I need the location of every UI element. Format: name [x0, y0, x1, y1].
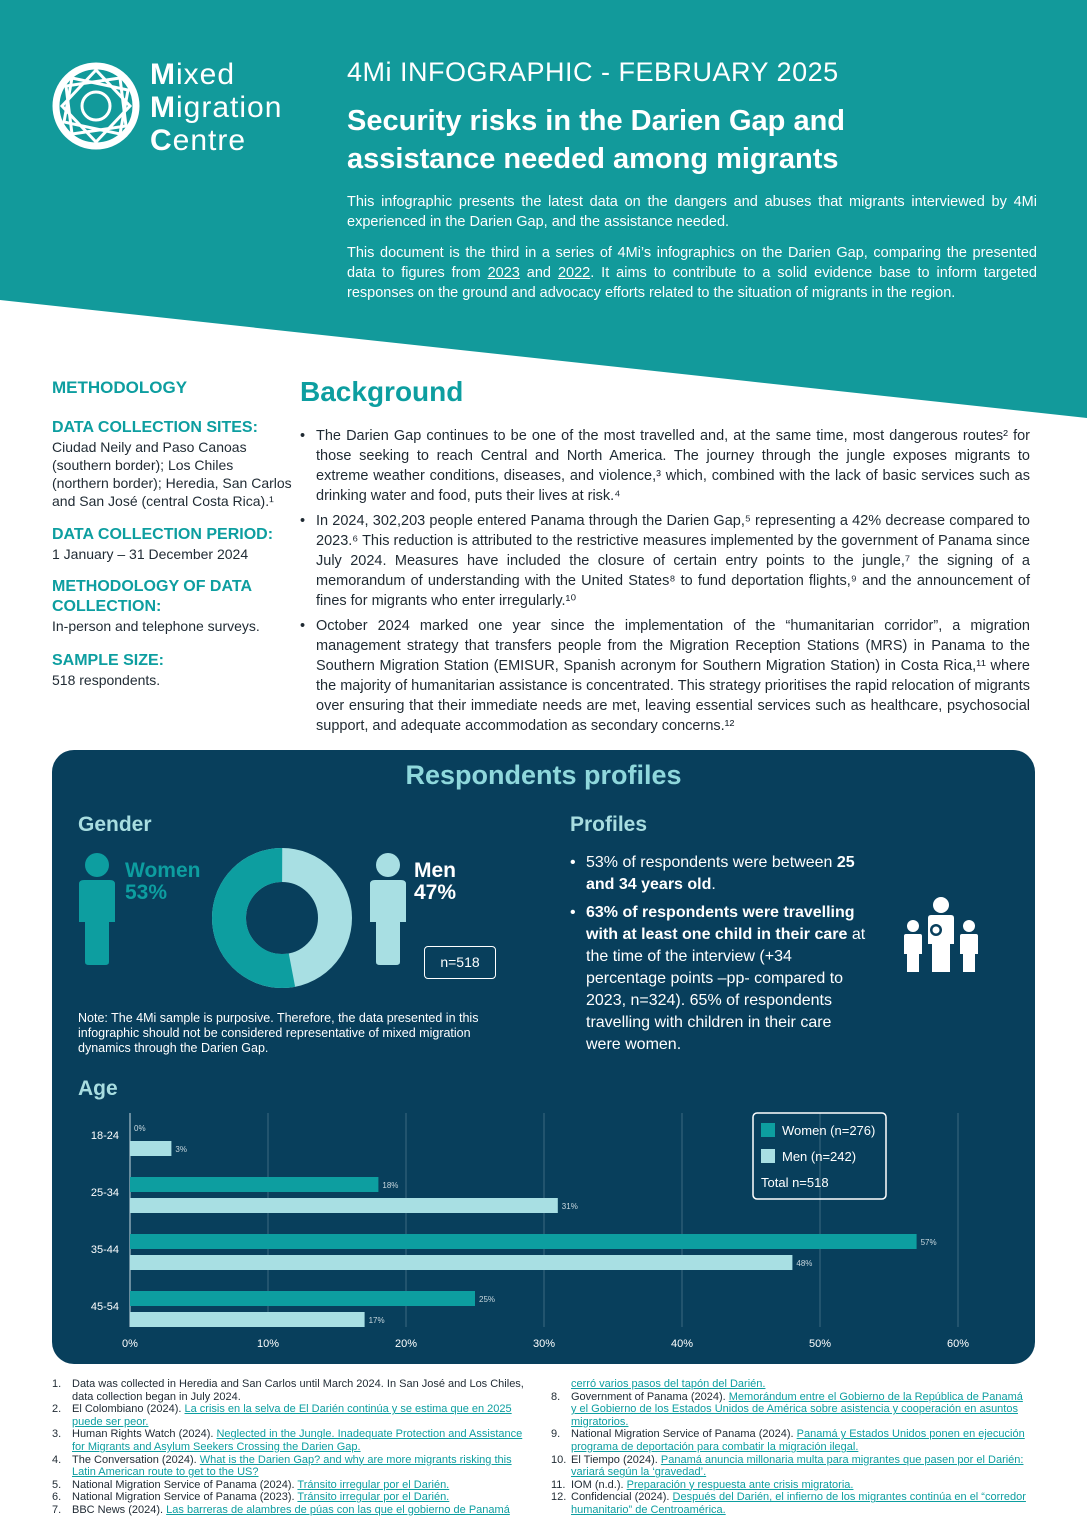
sample-label: SAMPLE SIZE: [52, 652, 165, 669]
gender-heading: Gender [78, 813, 152, 836]
footnote-item [551, 1479, 1031, 1492]
sample-text: 518 respondents. [52, 672, 161, 688]
chart-legend [753, 1113, 886, 1199]
method-label: METHODOLOGY OF DATA COLLECTION: [52, 578, 252, 615]
footnote-item [52, 1504, 537, 1517]
methodology-heading: METHODOLOGY [52, 378, 188, 397]
title-line-2: assistance needed among migrants [347, 143, 839, 175]
sample-size-badge: n=518 [424, 946, 496, 979]
sites-text: Ciudad Neily and Paso Canoas (southern border); Los Chiles (northern border); Heredia, San Carlos and San José (central Costa Rica).¹ [52, 439, 292, 509]
footnote-item [551, 1391, 1031, 1429]
footnote-text: El Tiempo (2024). [571, 1453, 661, 1466]
background-bullet-2: • In 2024, 302,203 people entered Panama through the Darien Gap,⁵ representing a 42% decrease compared to 2023.⁶ This reduction is attributed to the restrictive measures implemented by the government of Panama since July 2024. Measures have included the closure of certain entry points to the jungle,⁷ the signing of a memorandum of understanding with the United States⁸ to fund deportation flights,⁹ and the announcement of fines for migrants who enter irregularly.¹⁰ [300, 511, 1030, 611]
footnote-text: Human Rights Watch (2024). [72, 1428, 217, 1441]
bar-data-label: 3% [175, 1145, 187, 1154]
bar-women-25-34 [130, 1177, 378, 1192]
footnote-number: 11. [551, 1478, 566, 1491]
legend-total: Total n=518 [761, 1175, 829, 1190]
footnote-number: 4. [52, 1453, 62, 1466]
age-bar-chart [70, 1105, 1030, 1355]
background-bullet-3: • October 2024 marked one year since the implementation of the “humanitarian corridor”, a migration management strategy that transfers people from the Migration Reception Stations (MRS) in Panama to the Southern Migration Station (EMISUR, Spanish acronym for Southern Migration Station) in Costa Rica,¹¹ where the majority of humanitarian assistance is concentrated. This strategy prioritises the rapid relocation of migrants over ensuring that their immediate needs are met, leaving essential services such as healthcare, psychosocial support, and adequate accommodation as secondary concerns.¹² [300, 616, 1030, 736]
category-label: 25-34 [90, 1187, 119, 1199]
footnote-number: 9. [551, 1428, 561, 1441]
footnote-link[interactable]: Memorándum entre el Gobierno de la República de Panamá y el Gobierno de los Estados Unidos de América sobre asistencia y cooperación en asuntos migratorios. [571, 1390, 1023, 1428]
men-percent: 47% [414, 881, 457, 904]
man-figure-icon [367, 852, 409, 966]
bar-men-45-54 [130, 1312, 365, 1327]
logo-word-migration: Migration [150, 91, 283, 124]
bar-data-label: 17% [368, 1316, 385, 1325]
intro-paragraph-2: This document is the third in a series of 4Mi’s infographics on the Darien Gap, comparing the presented data to figures from 2023 and 2022. It aims to contribute to a solid evidence base to inform targeted responses on the ground and advocacy efforts related to the situation of migrants in the region. [347, 245, 1037, 301]
footnote-number: 6. [52, 1491, 62, 1504]
footnote-item [52, 1491, 537, 1504]
footnote-text: El Colombiano (2024). [72, 1403, 185, 1416]
footnote-text: BBC News (2024). [72, 1503, 167, 1516]
footnote-link[interactable]: La crisis en la selva de El Darién continúa y se estima que en 2025 puede ser peor. [72, 1403, 512, 1428]
women-label: Women [125, 859, 201, 882]
footnotes-right [551, 1378, 1031, 1517]
women-percent: 53% [125, 881, 168, 904]
age-heading: Age [78, 1077, 118, 1100]
sites-label: DATA COLLECTION SITES: [52, 419, 258, 436]
bar-data-label: 48% [796, 1259, 813, 1268]
gender-donut-chart [210, 846, 354, 990]
x-tick-label: 20% [394, 1338, 418, 1350]
women-legend [125, 860, 200, 904]
period-text: 1 January – 31 December 2024 [52, 546, 249, 562]
x-tick-label: 30% [532, 1338, 556, 1350]
legend-label: Women (n=276) [782, 1123, 876, 1138]
page-title [347, 102, 1047, 178]
footnote-link[interactable]: Tránsito irregular por el Darién. [297, 1478, 450, 1491]
profile-bullet-age: • 53% of respondents were between 25 and 34 years old. [570, 852, 870, 896]
woman-figure-icon [76, 852, 118, 966]
footnote-item [52, 1479, 537, 1492]
bar-data-label: 57% [920, 1238, 937, 1247]
footnote-number: 10. [551, 1453, 567, 1466]
bar-data-label: 25% [479, 1295, 496, 1304]
legend-label: Men (n=242) [782, 1149, 857, 1164]
x-tick-label: 0% [122, 1338, 138, 1350]
mmc-logo-icon [50, 60, 142, 152]
bar-data-label: 18% [382, 1181, 399, 1190]
family-icon [900, 896, 982, 976]
profile-bullet-children: • 63% of respondents were travelling with at least one child in their care at the time of the interview (+34 percentage points –pp- compared to 2023, n=324). 65% of respondents travelling with children in their care were women. [570, 902, 870, 1056]
footnote-text: Government of Panama (2024). [571, 1390, 729, 1403]
footnote-item [52, 1378, 537, 1403]
background-list [300, 426, 1030, 741]
footnote-number: 8. [551, 1390, 561, 1403]
sample-note: Note: The 4Mi sample is purposive. Therefore, the data presented in this infographic should not be considered representative of mixed migration dynamics through the Darien Gap. [78, 1011, 479, 1055]
footnote-link[interactable]: Después del Darién, el infierno de los migrantes continúa en el “corredor humanitario” de Centroamérica. [571, 1491, 1026, 1516]
footnote-continuation[interactable] [551, 1378, 1031, 1391]
category-label: 35-44 [90, 1244, 119, 1256]
bar-men-18-24 [130, 1141, 171, 1156]
link-2023[interactable]: 2023 [487, 265, 520, 281]
x-tick-label: 50% [808, 1338, 832, 1350]
category-label: 18-24 [90, 1130, 119, 1142]
footnote-link[interactable]: cerró varios pasos del tapón del Darién. [571, 1378, 766, 1390]
footnote-link[interactable]: What is the Darien Gap? and why are more migrants risking this Latin American route to get to the US? [72, 1453, 512, 1479]
men-legend [414, 860, 456, 904]
background-bullet-1: • The Darien Gap continues to be one of the most travelled and, at the same time, most dangerous routes² for those seeking to reach Central and North America. The journey through the jungle exposes migrants to extreme weather conditions, diseases, and violence,³ which, combined with the lack of basic services such as drinking water and food, puts their lives at risk.⁴ [300, 426, 1030, 506]
footnote-link[interactable]: Preparación y respuesta ante crisis migratoria. [626, 1478, 854, 1491]
footnote-link[interactable]: Las barreras de alambres de púas con las que el gobierno de Panamá [166, 1503, 510, 1516]
footnote-link[interactable]: Panamá anuncia millonaria multa para migrantes que pasen por el Darién: variará según la ‘gravedad’. [571, 1453, 1024, 1479]
footnote-item [52, 1428, 537, 1453]
x-tick-label: 10% [256, 1338, 280, 1350]
infographic-pre-title: 4Mi INFOGRAPHIC - FEBRUARY 2025 [347, 57, 839, 87]
bar-women-45-54 [130, 1291, 475, 1306]
x-tick-label: 60% [946, 1338, 970, 1350]
category-label: 45-54 [90, 1301, 119, 1313]
footnote-number: 1. [52, 1378, 62, 1390]
footnote-text: Data was collected in Heredia and San Carlos until March 2024. In San José and Los Chiles, data collection began in July 2024. [72, 1378, 524, 1403]
intro-paragraph-1: This infographic presents the latest data on the dangers and abuses that migrants interviewed by 4Mi experienced in the Darien Gap, and the assistance needed. [347, 194, 1037, 230]
logo-word-centre: Centre [150, 124, 247, 157]
footnote-text: National Migration Service of Panama (2024). [571, 1428, 797, 1441]
methodology-section [52, 378, 292, 689]
profiles-title: Respondents profiles [405, 760, 682, 790]
legend-swatch [761, 1149, 775, 1163]
footnote-text: Confidencial (2024). [571, 1491, 673, 1504]
x-tick-label: 40% [670, 1338, 694, 1350]
bar-men-25-34 [130, 1198, 558, 1213]
footnote-number: 12. [551, 1491, 567, 1504]
footnote-item [551, 1428, 1031, 1453]
footnote-item [52, 1454, 537, 1479]
footnote-number: 3. [52, 1428, 62, 1441]
method-text: In-person and telephone surveys. [52, 618, 260, 634]
bar-data-label: 31% [561, 1202, 578, 1211]
footnote-item [551, 1491, 1031, 1516]
footnote-text: National Migration Service of Panama (2023). [72, 1491, 298, 1504]
footnote-text: IOM (n.d.). [571, 1478, 627, 1491]
logo-word-mixed: Mixed [150, 58, 236, 91]
background-heading: Background [300, 376, 464, 407]
footnote-item [52, 1403, 537, 1428]
footnote-number: 5. [52, 1478, 62, 1491]
footnote-text: The Conversation (2024). [72, 1453, 200, 1466]
footnotes-left [52, 1378, 537, 1517]
footnote-link[interactable]: Neglected in the Jungle. Inadequate Protection and Assistance for Migrants and Asylum Seekers Crossing the Darien Gap. [72, 1428, 523, 1453]
profiles-list [570, 852, 870, 1062]
title-line-1: Security risks in the Darien Gap and [347, 105, 845, 137]
bar-women-35-44 [130, 1234, 917, 1249]
footnote-text: National Migration Service of Panama (2024). [72, 1478, 298, 1491]
profiles-heading: Profiles [570, 813, 648, 836]
bar-men-35-44 [130, 1255, 792, 1270]
footnote-number: 7. [52, 1503, 62, 1516]
bar-data-label: 0% [134, 1124, 146, 1133]
footnote-item [551, 1454, 1031, 1479]
footnote-link[interactable]: Tránsito irregular por el Darién. [297, 1491, 450, 1504]
period-label: DATA COLLECTION PERIOD: [52, 526, 274, 543]
link-2022[interactable]: 2022 [557, 265, 591, 281]
footnote-link[interactable]: Panamá y Estados Unidos ponen en ejecución programa de deportación para combatir la migración ilegal. [571, 1428, 1025, 1453]
legend-swatch [761, 1123, 775, 1137]
men-label: Men [414, 859, 456, 882]
footnote-number: 2. [52, 1403, 62, 1416]
